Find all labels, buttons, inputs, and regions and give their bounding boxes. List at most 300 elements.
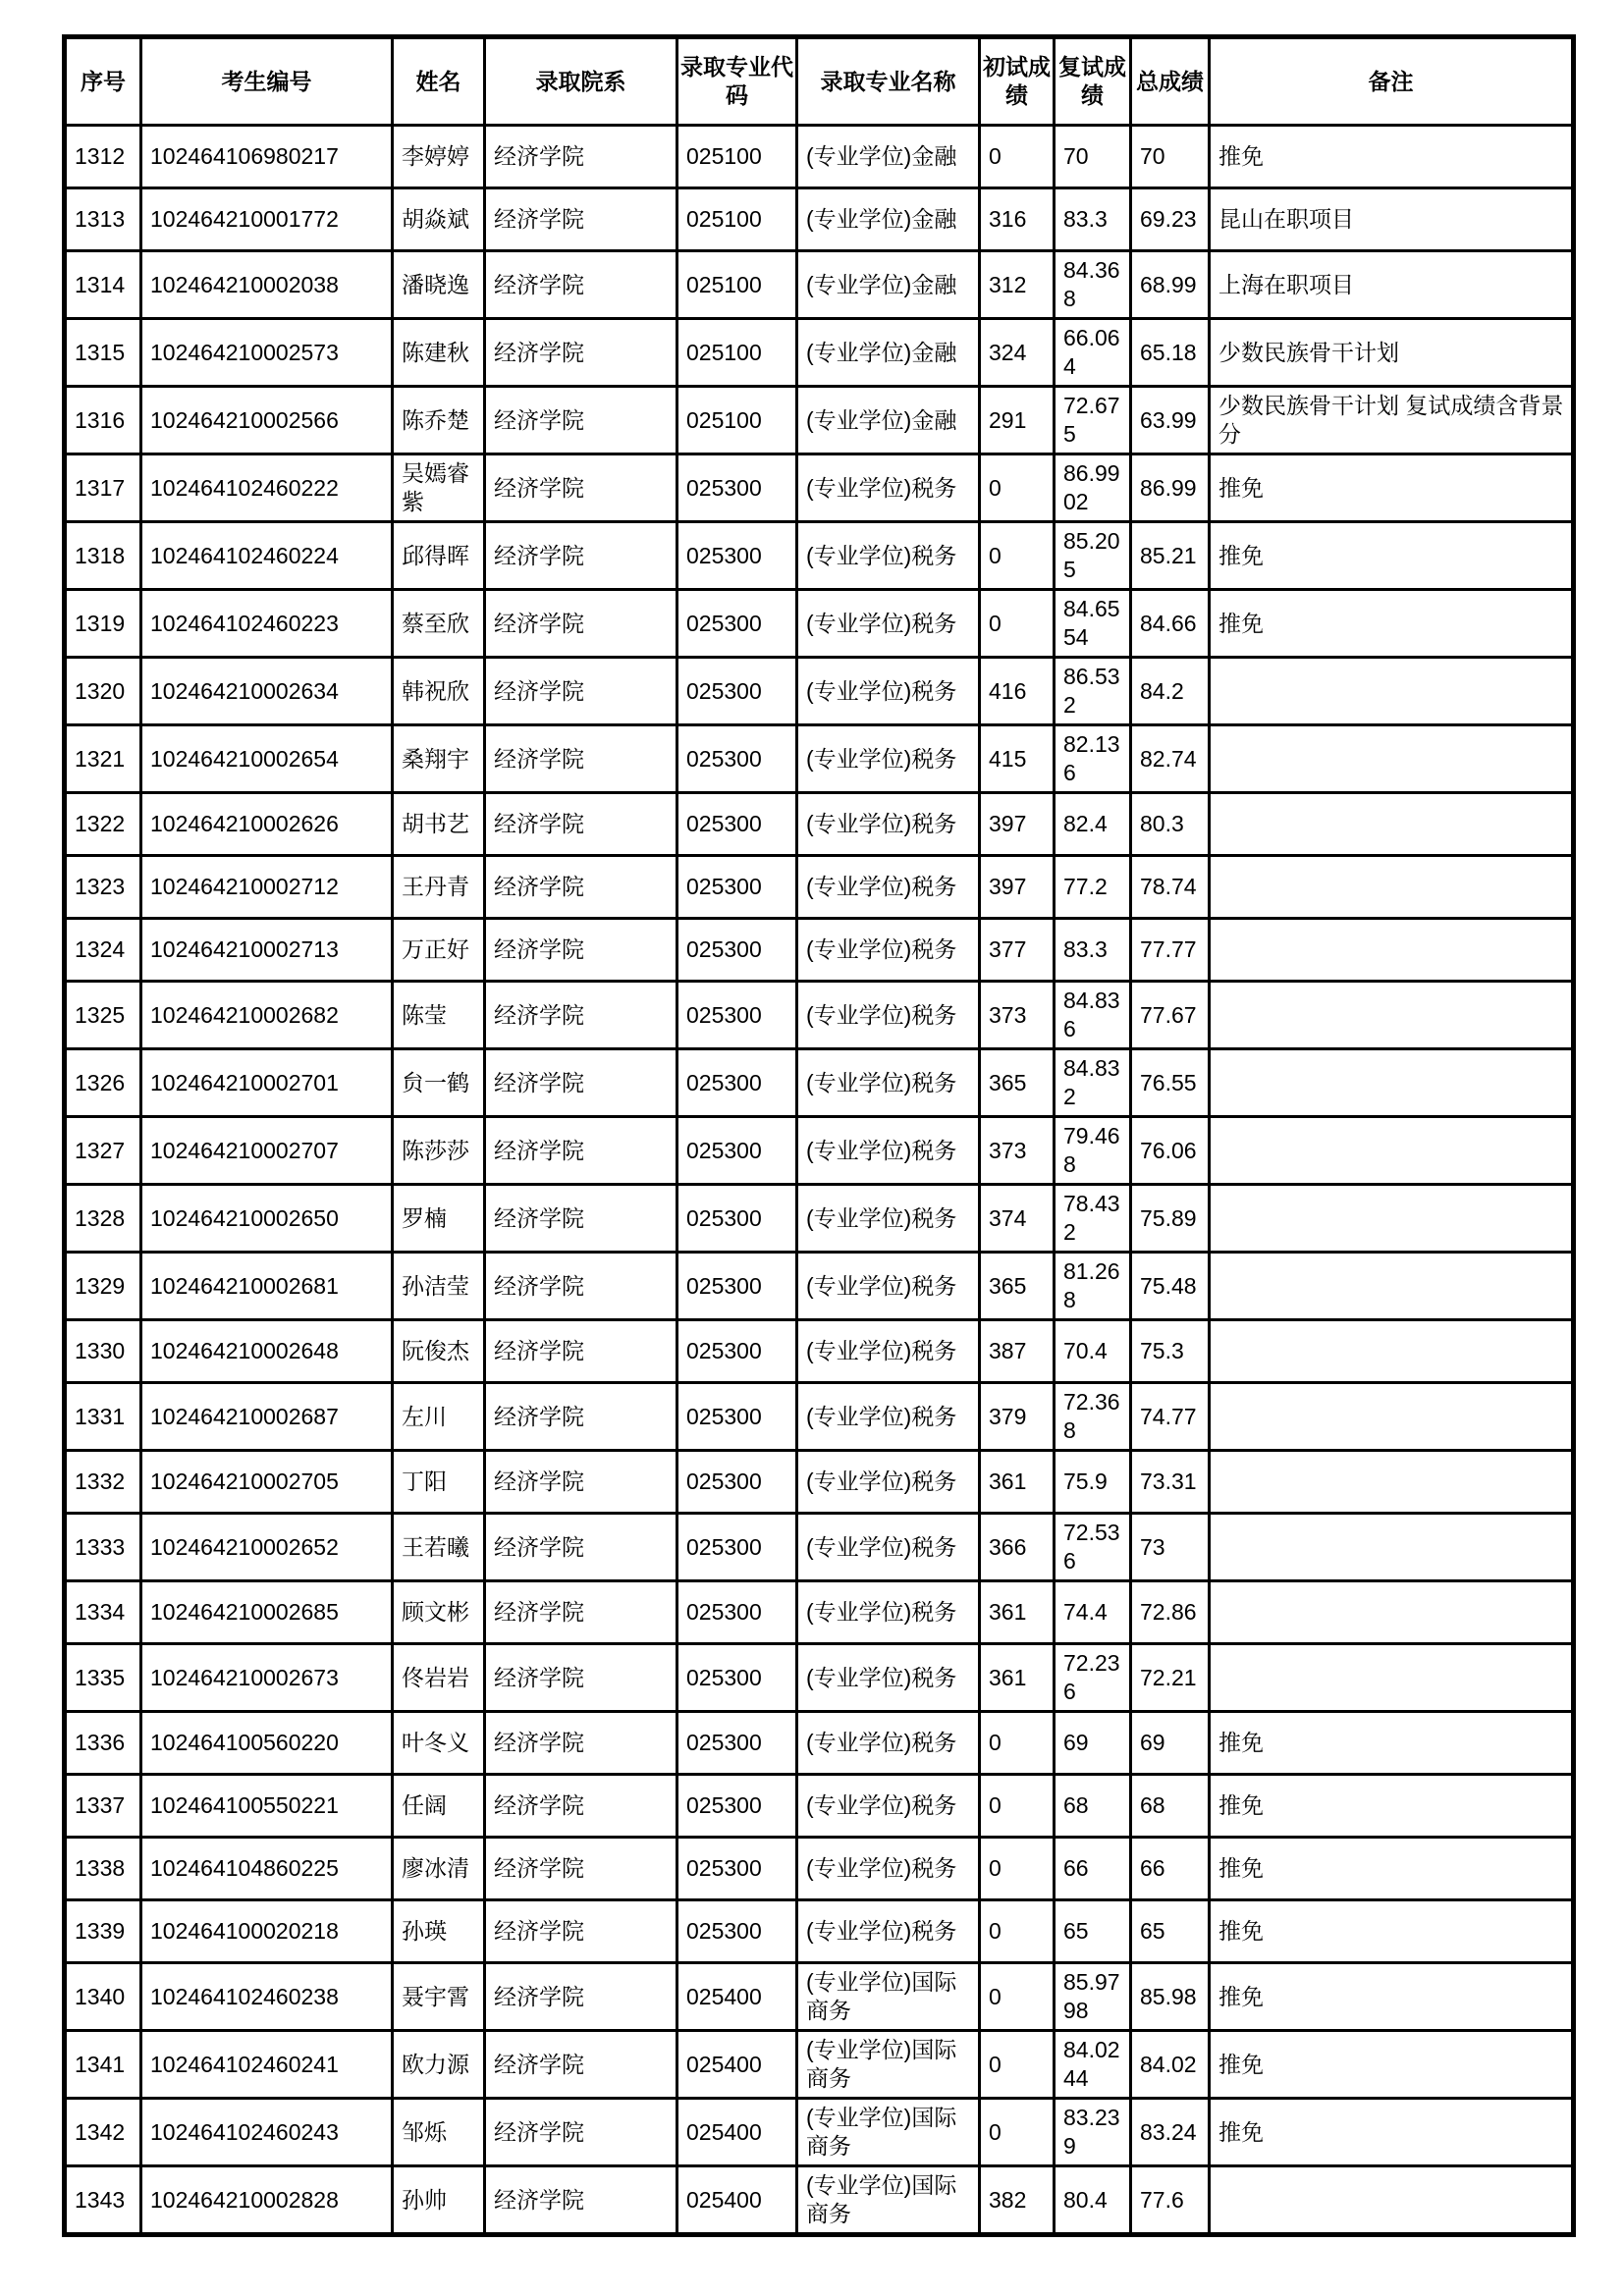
column-header-candidate-id: 考生编号 — [141, 37, 393, 126]
cell-department: 经济学院 — [485, 1963, 677, 2031]
cell-retest_score: 84.0244 — [1055, 2031, 1131, 2099]
cell-total_score: 76.55 — [1131, 1049, 1210, 1117]
column-header-major-name: 录取专业名称 — [797, 37, 980, 126]
cell-major_name: (专业学位)税务 — [797, 1049, 980, 1117]
cell-total_score: 75.48 — [1131, 1253, 1210, 1320]
cell-remark — [1210, 1117, 1574, 1185]
cell-index: 1340 — [65, 1963, 141, 2031]
cell-initial_score: 0 — [980, 1963, 1055, 2031]
table-row — [65, 1383, 1574, 1451]
cell-retest_score: 66.064 — [1055, 319, 1131, 387]
cell-remark — [1210, 2166, 1574, 2235]
cell-total_score: 77.6 — [1131, 2166, 1210, 2235]
cell-retest_score: 72.675 — [1055, 387, 1131, 454]
cell-initial_score: 0 — [980, 2099, 1055, 2166]
cell-name: 王若曦 — [393, 1514, 485, 1581]
cell-major_name: (专业学位)税务 — [797, 1320, 980, 1383]
column-header-index: 序号 — [65, 37, 141, 126]
cell-total_score: 69 — [1131, 1712, 1210, 1775]
cell-retest_score: 65 — [1055, 1900, 1131, 1963]
cell-remark: 少数民族骨干计划 — [1210, 319, 1574, 387]
cell-total_score: 69.23 — [1131, 188, 1210, 251]
cell-remark — [1210, 658, 1574, 725]
table-row — [65, 387, 1574, 454]
cell-remark — [1210, 856, 1574, 919]
cell-department: 经济学院 — [485, 1644, 677, 1712]
table-row — [65, 982, 1574, 1049]
cell-major_name: (专业学位)国际商务 — [797, 1963, 980, 2031]
cell-remark — [1210, 1049, 1574, 1117]
cell-department: 经济学院 — [485, 387, 677, 454]
table-row — [65, 2031, 1574, 2099]
cell-retest_score: 70.4 — [1055, 1320, 1131, 1383]
cell-name: 左川 — [393, 1383, 485, 1451]
cell-retest_score: 72.236 — [1055, 1644, 1131, 1712]
cell-department: 经济学院 — [485, 1838, 677, 1900]
cell-major_name: (专业学位)税务 — [797, 793, 980, 856]
cell-major_name: (专业学位)税务 — [797, 1383, 980, 1451]
cell-name: 韩祝欣 — [393, 658, 485, 725]
cell-remark: 推免 — [1210, 1963, 1574, 2031]
cell-total_score: 70 — [1131, 126, 1210, 188]
cell-name: 李婷婷 — [393, 126, 485, 188]
cell-major_name: (专业学位)税务 — [797, 1581, 980, 1644]
cell-total_score: 65 — [1131, 1900, 1210, 1963]
cell-candidate_id: 102464210002654 — [141, 725, 393, 793]
table-row — [65, 522, 1574, 590]
cell-name: 蔡至欣 — [393, 590, 485, 658]
cell-initial_score: 377 — [980, 919, 1055, 982]
cell-department: 经济学院 — [485, 188, 677, 251]
cell-candidate_id: 102464100560220 — [141, 1712, 393, 1775]
cell-index: 1329 — [65, 1253, 141, 1320]
cell-major_code: 025300 — [677, 1838, 797, 1900]
cell-name: 陈建秋 — [393, 319, 485, 387]
cell-name: 万正好 — [393, 919, 485, 982]
cell-retest_score: 82.136 — [1055, 725, 1131, 793]
cell-initial_score: 397 — [980, 793, 1055, 856]
cell-major_code: 025300 — [677, 1320, 797, 1383]
table-row — [65, 1117, 1574, 1185]
cell-total_score: 72.86 — [1131, 1581, 1210, 1644]
cell-major_name: (专业学位)税务 — [797, 658, 980, 725]
table-row — [65, 856, 1574, 919]
cell-total_score: 83.24 — [1131, 2099, 1210, 2166]
cell-candidate_id: 102464102460222 — [141, 454, 393, 522]
cell-major_code: 025300 — [677, 919, 797, 982]
cell-total_score: 73 — [1131, 1514, 1210, 1581]
cell-major_code: 025300 — [677, 658, 797, 725]
cell-initial_score: 291 — [980, 387, 1055, 454]
cell-initial_score: 365 — [980, 1253, 1055, 1320]
cell-name: 邹烁 — [393, 2099, 485, 2166]
cell-major_code: 025400 — [677, 2099, 797, 2166]
table-row — [65, 1775, 1574, 1838]
cell-total_score: 84.66 — [1131, 590, 1210, 658]
cell-retest_score: 77.2 — [1055, 856, 1131, 919]
cell-name: 陈莎莎 — [393, 1117, 485, 1185]
table-row — [65, 793, 1574, 856]
cell-total_score: 74.77 — [1131, 1383, 1210, 1451]
cell-department: 经济学院 — [485, 251, 677, 319]
cell-index: 1312 — [65, 126, 141, 188]
cell-name: 佟岩岩 — [393, 1644, 485, 1712]
cell-retest_score: 74.4 — [1055, 1581, 1131, 1644]
cell-major_name: (专业学位)税务 — [797, 725, 980, 793]
cell-candidate_id: 102464210002673 — [141, 1644, 393, 1712]
table-row — [65, 1253, 1574, 1320]
cell-remark — [1210, 1514, 1574, 1581]
cell-candidate_id: 102464100020218 — [141, 1900, 393, 1963]
cell-index: 1332 — [65, 1451, 141, 1514]
cell-major_name: (专业学位)税务 — [797, 1838, 980, 1900]
cell-remark: 推免 — [1210, 454, 1574, 522]
cell-index: 1318 — [65, 522, 141, 590]
cell-major_name: (专业学位)金融 — [797, 126, 980, 188]
cell-remark — [1210, 1644, 1574, 1712]
table-row — [65, 1838, 1574, 1900]
header-row — [65, 37, 1574, 126]
cell-candidate_id: 102464210002634 — [141, 658, 393, 725]
cell-major_code: 025400 — [677, 1963, 797, 2031]
cell-remark: 推免 — [1210, 522, 1574, 590]
cell-department: 经济学院 — [485, 1451, 677, 1514]
cell-name: 贠一鹤 — [393, 1049, 485, 1117]
cell-major_name: (专业学位)税务 — [797, 856, 980, 919]
cell-remark: 推免 — [1210, 1838, 1574, 1900]
column-header-department: 录取院系 — [485, 37, 677, 126]
cell-name: 顾文彬 — [393, 1581, 485, 1644]
cell-major_name: (专业学位)金融 — [797, 319, 980, 387]
table-row — [65, 1049, 1574, 1117]
cell-remark — [1210, 1253, 1574, 1320]
cell-index: 1338 — [65, 1838, 141, 1900]
cell-retest_score: 72.368 — [1055, 1383, 1131, 1451]
cell-name: 罗楠 — [393, 1185, 485, 1253]
cell-name: 聂宇霄 — [393, 1963, 485, 2031]
column-header-name: 姓名 — [393, 37, 485, 126]
cell-retest_score: 75.9 — [1055, 1451, 1131, 1514]
cell-initial_score: 0 — [980, 1900, 1055, 1963]
cell-total_score: 82.74 — [1131, 725, 1210, 793]
cell-candidate_id: 102464102460224 — [141, 522, 393, 590]
cell-candidate_id: 102464210002712 — [141, 856, 393, 919]
cell-candidate_id: 102464210002687 — [141, 1383, 393, 1451]
cell-candidate_id: 102464210002828 — [141, 2166, 393, 2235]
table-row — [65, 126, 1574, 188]
cell-initial_score: 0 — [980, 1712, 1055, 1775]
table-body — [65, 126, 1574, 2235]
cell-major_name: (专业学位)税务 — [797, 1514, 980, 1581]
cell-index: 1315 — [65, 319, 141, 387]
cell-index: 1314 — [65, 251, 141, 319]
cell-major_code: 025300 — [677, 856, 797, 919]
cell-retest_score: 83.3 — [1055, 188, 1131, 251]
cell-initial_score: 0 — [980, 454, 1055, 522]
cell-index: 1321 — [65, 725, 141, 793]
cell-total_score: 85.21 — [1131, 522, 1210, 590]
cell-major_code: 025300 — [677, 982, 797, 1049]
cell-major_name: (专业学位)税务 — [797, 919, 980, 982]
cell-total_score: 77.67 — [1131, 982, 1210, 1049]
cell-department: 经济学院 — [485, 1320, 677, 1383]
cell-department: 经济学院 — [485, 1581, 677, 1644]
cell-initial_score: 416 — [980, 658, 1055, 725]
cell-initial_score: 0 — [980, 590, 1055, 658]
cell-total_score: 85.98 — [1131, 1963, 1210, 2031]
cell-name: 吴嫣睿紫 — [393, 454, 485, 522]
cell-name: 丁阳 — [393, 1451, 485, 1514]
cell-department: 经济学院 — [485, 1712, 677, 1775]
cell-major_code: 025100 — [677, 251, 797, 319]
table-row — [65, 251, 1574, 319]
cell-remark — [1210, 1185, 1574, 1253]
cell-index: 1313 — [65, 188, 141, 251]
cell-name: 胡书艺 — [393, 793, 485, 856]
cell-initial_score: 361 — [980, 1644, 1055, 1712]
cell-initial_score: 415 — [980, 725, 1055, 793]
cell-candidate_id: 102464100550221 — [141, 1775, 393, 1838]
column-header-total-score: 总成绩 — [1131, 37, 1210, 126]
cell-department: 经济学院 — [485, 793, 677, 856]
cell-initial_score: 373 — [980, 1117, 1055, 1185]
table-row — [65, 1514, 1574, 1581]
cell-department: 经济学院 — [485, 454, 677, 522]
cell-initial_score: 366 — [980, 1514, 1055, 1581]
cell-initial_score: 0 — [980, 522, 1055, 590]
cell-major_name: (专业学位)税务 — [797, 1775, 980, 1838]
cell-major_code: 025300 — [677, 1451, 797, 1514]
cell-major_code: 025100 — [677, 188, 797, 251]
cell-remark — [1210, 1451, 1574, 1514]
cell-candidate_id: 102464104860225 — [141, 1838, 393, 1900]
cell-index: 1341 — [65, 2031, 141, 2099]
cell-candidate_id: 102464210001772 — [141, 188, 393, 251]
cell-department: 经济学院 — [485, 725, 677, 793]
cell-retest_score: 68 — [1055, 1775, 1131, 1838]
cell-index: 1323 — [65, 856, 141, 919]
cell-index: 1325 — [65, 982, 141, 1049]
cell-initial_score: 0 — [980, 1838, 1055, 1900]
cell-name: 邱得晖 — [393, 522, 485, 590]
cell-name: 陈莹 — [393, 982, 485, 1049]
table-row — [65, 1320, 1574, 1383]
cell-major_name: (专业学位)税务 — [797, 1451, 980, 1514]
cell-remark: 少数民族骨干计划 复试成绩含背景分 — [1210, 387, 1574, 454]
cell-total_score: 78.74 — [1131, 856, 1210, 919]
cell-department: 经济学院 — [485, 1049, 677, 1117]
table-row — [65, 590, 1574, 658]
cell-total_score: 65.18 — [1131, 319, 1210, 387]
table-row — [65, 1644, 1574, 1712]
cell-index: 1319 — [65, 590, 141, 658]
cell-total_score: 68.99 — [1131, 251, 1210, 319]
cell-total_score: 66 — [1131, 1838, 1210, 1900]
cell-remark — [1210, 725, 1574, 793]
cell-name: 孙洁莹 — [393, 1253, 485, 1320]
cell-major_name: (专业学位)税务 — [797, 522, 980, 590]
cell-major_code: 025300 — [677, 725, 797, 793]
cell-candidate_id: 102464210002713 — [141, 919, 393, 982]
column-header-initial-score: 初试成绩 — [980, 37, 1055, 126]
table-row — [65, 1451, 1574, 1514]
cell-candidate_id: 102464106980217 — [141, 126, 393, 188]
cell-retest_score: 70 — [1055, 126, 1131, 188]
table-row — [65, 919, 1574, 982]
cell-department: 经济学院 — [485, 1775, 677, 1838]
cell-index: 1316 — [65, 387, 141, 454]
cell-candidate_id: 102464210002573 — [141, 319, 393, 387]
cell-candidate_id: 102464210002038 — [141, 251, 393, 319]
cell-candidate_id: 102464210002626 — [141, 793, 393, 856]
cell-name: 王丹青 — [393, 856, 485, 919]
cell-department: 经济学院 — [485, 319, 677, 387]
table-row — [65, 2166, 1574, 2235]
cell-total_score: 76.06 — [1131, 1117, 1210, 1185]
cell-index: 1328 — [65, 1185, 141, 1253]
cell-index: 1330 — [65, 1320, 141, 1383]
table-row — [65, 1900, 1574, 1963]
cell-total_score: 80.3 — [1131, 793, 1210, 856]
cell-retest_score: 80.4 — [1055, 2166, 1131, 2235]
cell-department: 经济学院 — [485, 1900, 677, 1963]
cell-initial_score: 361 — [980, 1451, 1055, 1514]
cell-major_name: (专业学位)国际商务 — [797, 2031, 980, 2099]
cell-initial_score: 397 — [980, 856, 1055, 919]
column-header-major-code: 录取专业代码 — [677, 37, 797, 126]
cell-retest_score: 82.4 — [1055, 793, 1131, 856]
cell-major_code: 025300 — [677, 1712, 797, 1775]
cell-remark — [1210, 982, 1574, 1049]
table-row — [65, 188, 1574, 251]
cell-department: 经济学院 — [485, 2166, 677, 2235]
cell-index: 1317 — [65, 454, 141, 522]
cell-name: 孙帅 — [393, 2166, 485, 2235]
cell-major_code: 025100 — [677, 126, 797, 188]
cell-total_score: 84.2 — [1131, 658, 1210, 725]
cell-index: 1343 — [65, 2166, 141, 2235]
cell-candidate_id: 102464210002566 — [141, 387, 393, 454]
cell-remark: 推免 — [1210, 590, 1574, 658]
cell-total_score: 84.02 — [1131, 2031, 1210, 2099]
cell-name: 廖冰清 — [393, 1838, 485, 1900]
cell-major_code: 025300 — [677, 454, 797, 522]
cell-major_name: (专业学位)税务 — [797, 1712, 980, 1775]
cell-index: 1327 — [65, 1117, 141, 1185]
cell-index: 1324 — [65, 919, 141, 982]
cell-index: 1331 — [65, 1383, 141, 1451]
cell-major_code: 025300 — [677, 1775, 797, 1838]
cell-department: 经济学院 — [485, 1185, 677, 1253]
cell-name: 任阔 — [393, 1775, 485, 1838]
cell-major_code: 025400 — [677, 2031, 797, 2099]
cell-retest_score: 85.205 — [1055, 522, 1131, 590]
cell-initial_score: 387 — [980, 1320, 1055, 1383]
cell-department: 经济学院 — [485, 1117, 677, 1185]
cell-department: 经济学院 — [485, 1514, 677, 1581]
cell-department: 经济学院 — [485, 2031, 677, 2099]
cell-name: 桑翔宇 — [393, 725, 485, 793]
column-header-remark: 备注 — [1210, 37, 1574, 126]
cell-total_score: 73.31 — [1131, 1451, 1210, 1514]
cell-retest_score: 69 — [1055, 1712, 1131, 1775]
cell-candidate_id: 102464102460243 — [141, 2099, 393, 2166]
cell-major_name: (专业学位)税务 — [797, 1185, 980, 1253]
cell-department: 经济学院 — [485, 919, 677, 982]
cell-major_name: (专业学位)国际商务 — [797, 2166, 980, 2235]
cell-major_code: 025300 — [677, 522, 797, 590]
table-row — [65, 319, 1574, 387]
table-row — [65, 658, 1574, 725]
cell-major_name: (专业学位)税务 — [797, 1253, 980, 1320]
cell-initial_score: 361 — [980, 1581, 1055, 1644]
table-row — [65, 1963, 1574, 2031]
cell-remark — [1210, 793, 1574, 856]
cell-retest_score: 86.9902 — [1055, 454, 1131, 522]
cell-major_name: (专业学位)税务 — [797, 982, 980, 1049]
cell-retest_score: 66 — [1055, 1838, 1131, 1900]
cell-retest_score: 84.832 — [1055, 1049, 1131, 1117]
cell-major_code: 025300 — [677, 1117, 797, 1185]
cell-name: 孙瑛 — [393, 1900, 485, 1963]
cell-retest_score: 79.468 — [1055, 1117, 1131, 1185]
cell-major_name: (专业学位)金融 — [797, 251, 980, 319]
cell-initial_score: 324 — [980, 319, 1055, 387]
cell-candidate_id: 102464210002685 — [141, 1581, 393, 1644]
cell-major_code: 025300 — [677, 1383, 797, 1451]
table-row — [65, 2099, 1574, 2166]
cell-total_score: 86.99 — [1131, 454, 1210, 522]
cell-retest_score: 81.268 — [1055, 1253, 1131, 1320]
cell-major_name: (专业学位)金融 — [797, 188, 980, 251]
cell-major_name: (专业学位)税务 — [797, 454, 980, 522]
cell-major_code: 025300 — [677, 1049, 797, 1117]
cell-major_code: 025300 — [677, 590, 797, 658]
cell-total_score: 75.89 — [1131, 1185, 1210, 1253]
cell-total_score: 75.3 — [1131, 1320, 1210, 1383]
cell-initial_score: 374 — [980, 1185, 1055, 1253]
cell-candidate_id: 102464210002707 — [141, 1117, 393, 1185]
cell-retest_score: 72.536 — [1055, 1514, 1131, 1581]
cell-remark — [1210, 1320, 1574, 1383]
table-row — [65, 454, 1574, 522]
cell-name: 胡焱斌 — [393, 188, 485, 251]
cell-initial_score: 382 — [980, 2166, 1055, 2235]
cell-remark: 推免 — [1210, 126, 1574, 188]
cell-candidate_id: 102464102460223 — [141, 590, 393, 658]
cell-retest_score: 86.532 — [1055, 658, 1131, 725]
cell-retest_score: 85.9798 — [1055, 1963, 1131, 2031]
cell-major_code: 025100 — [677, 387, 797, 454]
cell-name: 欧力源 — [393, 2031, 485, 2099]
cell-index: 1336 — [65, 1712, 141, 1775]
cell-initial_score: 0 — [980, 126, 1055, 188]
cell-major_code: 025100 — [677, 319, 797, 387]
cell-candidate_id: 102464102460241 — [141, 2031, 393, 2099]
cell-major_code: 025300 — [677, 1900, 797, 1963]
cell-major_name: (专业学位)税务 — [797, 1117, 980, 1185]
cell-total_score: 63.99 — [1131, 387, 1210, 454]
cell-major_name: (专业学位)金融 — [797, 387, 980, 454]
cell-index: 1342 — [65, 2099, 141, 2166]
admission-table — [62, 34, 1576, 2237]
cell-remark: 推免 — [1210, 1775, 1574, 1838]
cell-department: 经济学院 — [485, 2099, 677, 2166]
cell-total_score: 77.77 — [1131, 919, 1210, 982]
cell-retest_score: 78.432 — [1055, 1185, 1131, 1253]
cell-total_score: 68 — [1131, 1775, 1210, 1838]
cell-department: 经济学院 — [485, 658, 677, 725]
